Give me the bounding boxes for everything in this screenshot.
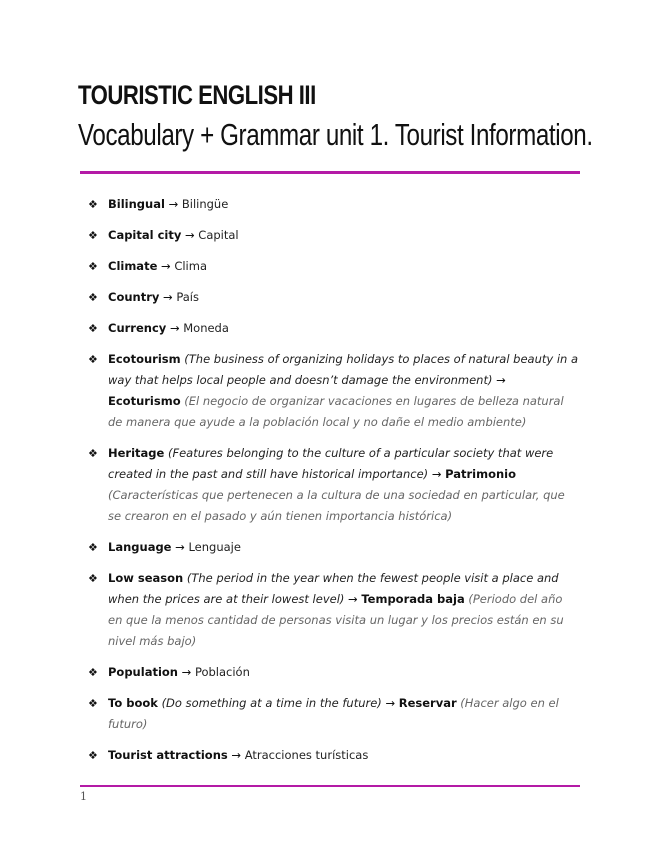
vocabulary-term: Country	[108, 290, 160, 304]
spanish-definition: (Hacer algo en el futuro)	[108, 696, 559, 731]
spanish-translation: Atracciones turísticas	[244, 748, 369, 762]
vocabulary-term: Currency	[108, 321, 167, 335]
spanish-translation: Reservar	[398, 696, 457, 710]
english-definition: (The period in the year when the fewest people visit a place and when the prices are at their lowest level)	[108, 571, 559, 606]
vocabulary-term: Low season	[108, 571, 184, 585]
vocabulary-list	[88, 194, 580, 776]
spanish-definition: (Periodo del año en que la menos cantidad de personas visita un lugar y los precios están en su nivel más bajo)	[108, 592, 564, 648]
vocabulary-item	[88, 349, 580, 433]
diamond-bullet-icon: ❖	[88, 749, 98, 762]
vocabulary-item	[88, 568, 580, 652]
spanish-definition: (El negocio de organizar vacaciones en lugares de belleza natural de manera que ayude a la población local y no dañe el medio ambiente)	[108, 394, 564, 429]
spanish-translation: País	[176, 290, 199, 304]
document-subtitle: Vocabulary + Grammar unit 1. Tourist Information.	[78, 117, 593, 152]
vocabulary-term: Bilingual	[108, 197, 165, 211]
vocabulary-term: Language	[108, 540, 172, 554]
spanish-translation: Ecoturismo	[108, 394, 181, 408]
right-arrow-icon: →	[168, 197, 179, 211]
right-arrow-icon: →	[169, 321, 180, 335]
vocabulary-term: Population	[108, 665, 178, 679]
vocabulary-item	[88, 443, 580, 527]
diamond-bullet-icon: ❖	[88, 666, 98, 679]
vocabulary-term: Ecotourism	[108, 352, 181, 366]
right-arrow-icon: →	[163, 290, 173, 304]
vocabulary-item	[88, 287, 580, 308]
vocabulary-item	[88, 318, 580, 339]
vocabulary-item	[88, 194, 580, 215]
footer-divider	[80, 785, 580, 787]
english-definition: (The business of organizing holidays to places of natural beauty in a way that helps local people and doesn’t damage the environment)	[108, 352, 579, 387]
spanish-translation: Moneda	[183, 321, 229, 335]
vocabulary-term: Heritage	[108, 446, 165, 460]
right-arrow-icon: →	[348, 592, 358, 606]
spanish-translation: Población	[194, 665, 250, 679]
vocabulary-item	[88, 225, 580, 246]
vocabulary-item	[88, 693, 580, 735]
right-arrow-icon: →	[161, 259, 171, 273]
header-divider	[80, 171, 580, 174]
right-arrow-icon: →	[385, 696, 396, 710]
vocabulary-term: To book	[108, 696, 158, 710]
diamond-bullet-icon: ❖	[88, 198, 98, 211]
spanish-translation: Patrimonio	[445, 467, 517, 481]
english-definition: (Features belonging to the culture of a particular society that were created in the past and still have historical importance)	[108, 446, 554, 481]
diamond-bullet-icon: ❖	[88, 229, 98, 242]
diamond-bullet-icon: ❖	[88, 541, 98, 554]
spanish-translation: Clima	[174, 259, 207, 273]
vocabulary-item	[88, 256, 580, 277]
right-arrow-icon: →	[181, 665, 192, 679]
spanish-definition: (Características que pertenecen a la cultura de una sociedad en particular, que se crearon en el pasado y aún tienen importancia histórica)	[108, 488, 565, 523]
vocabulary-term: Climate	[108, 259, 158, 273]
right-arrow-icon: →	[496, 373, 506, 387]
page-number: 1	[80, 790, 87, 803]
diamond-bullet-icon: ❖	[88, 260, 98, 273]
spanish-translation: Capital	[198, 228, 239, 242]
spanish-translation: Bilingüe	[181, 197, 229, 211]
vocabulary-term: Capital city	[108, 228, 182, 242]
english-definition: (Do something at a time in the future)	[161, 696, 382, 710]
vocabulary-item	[88, 745, 580, 766]
diamond-bullet-icon: ❖	[88, 572, 98, 585]
diamond-bullet-icon: ❖	[88, 447, 98, 460]
diamond-bullet-icon: ❖	[88, 353, 98, 366]
vocabulary-item	[88, 662, 580, 683]
diamond-bullet-icon: ❖	[88, 291, 98, 304]
spanish-translation: Lenguaje	[188, 540, 241, 554]
right-arrow-icon: →	[231, 748, 242, 762]
right-arrow-icon: →	[431, 467, 442, 481]
right-arrow-icon: →	[185, 228, 195, 242]
diamond-bullet-icon: ❖	[88, 322, 98, 335]
vocabulary-item	[88, 537, 580, 558]
diamond-bullet-icon: ❖	[88, 697, 98, 710]
vocabulary-term: Tourist attractions	[108, 748, 228, 762]
spanish-translation: Temporada baja	[361, 592, 465, 606]
document-title: TOURISTIC ENGLISH III	[78, 80, 316, 110]
right-arrow-icon: →	[175, 540, 185, 554]
